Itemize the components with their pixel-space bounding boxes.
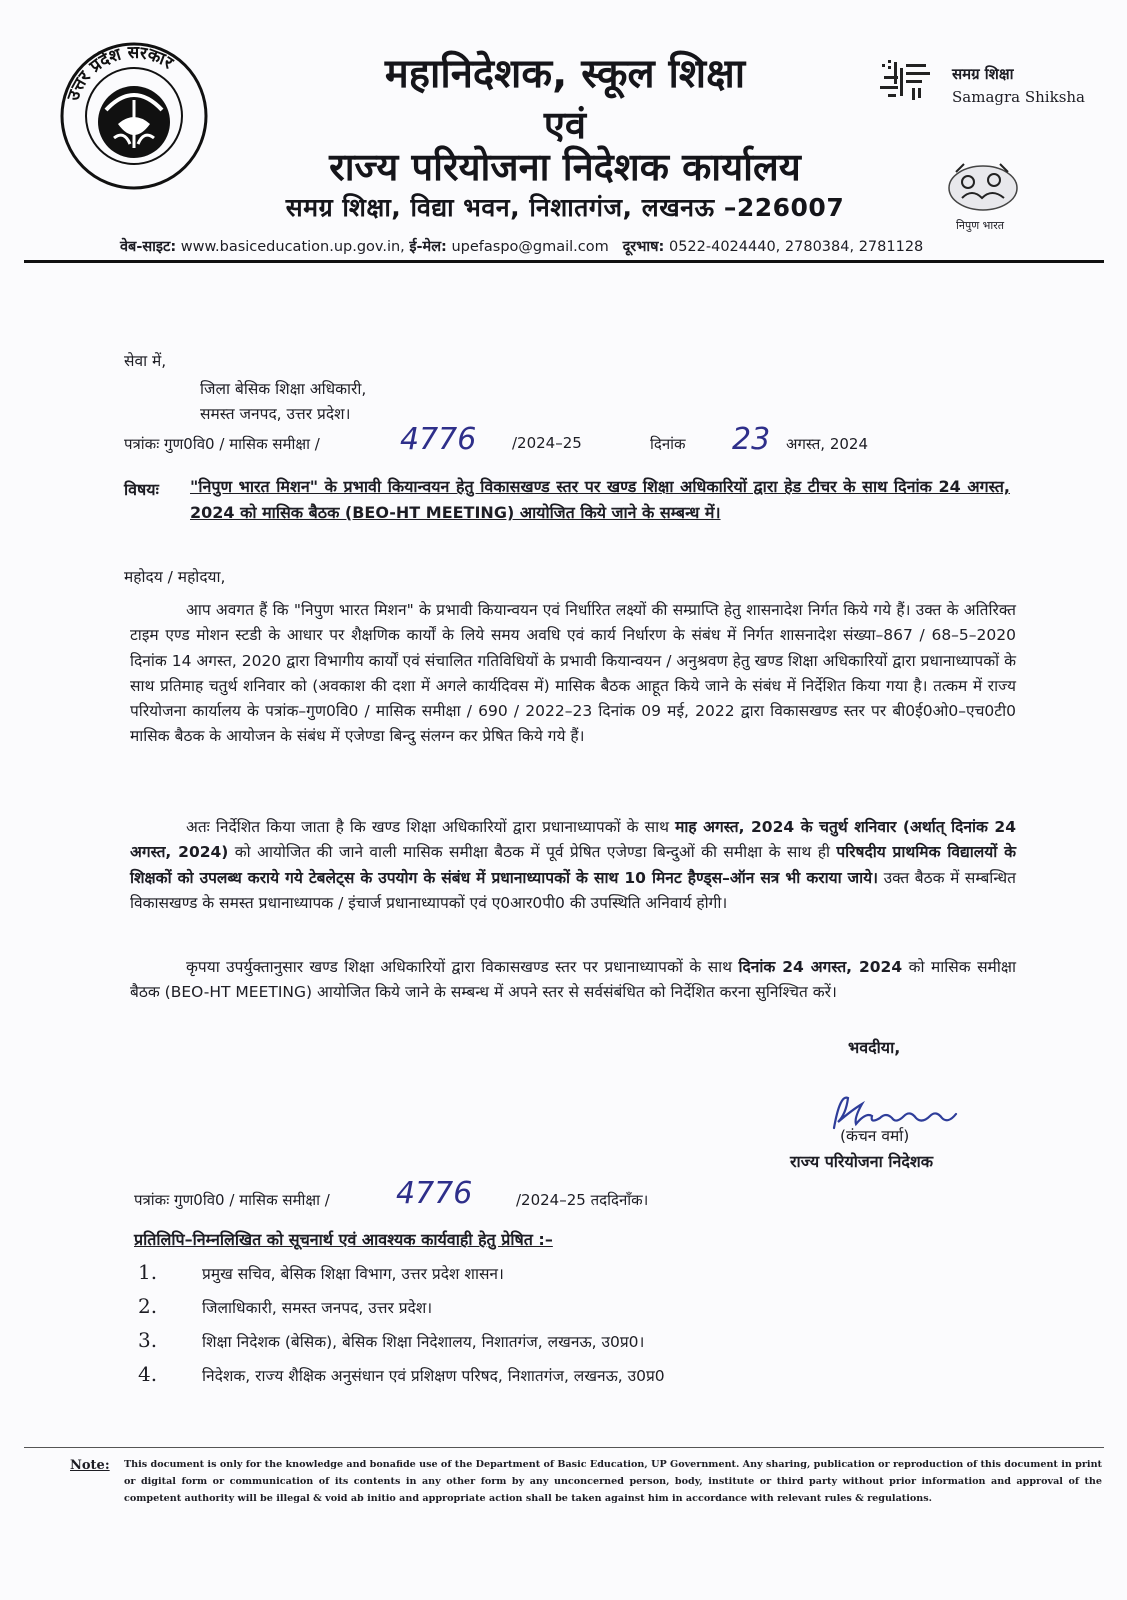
nipun-bharat-logo-icon [942,158,1024,216]
paragraph-2-part-e: उक्त बैठक में सम्बन्धित विकासखण्ड के समस्त प्रधानाध्यापक / इंचार्ज प्रधानाध्यापकों एवं ए0आर0पी0 की उपस्थिति अनिवार्य होगी। [130,868,1016,912]
samagra-shiksha-hindi: समग्र शिक्षा [952,65,1014,83]
emblem-text: उत्तर प्रदेश सरकार [63,42,177,104]
addressee-intro: सेवा में, [124,352,167,370]
paragraph-2-tablet-highlight: परिषदीय प्राथमिक विद्यालयों के शिक्षकों को उपलब्ध कराये गये टेबलेट्स के उपयोग के संबंध में प्रधानाध्यापकों के साथ 10 मिनट हैण्ड्स–ऑन सत्र भी कराया जाये। [130,843,1017,887]
salutation: महोदय / महोदया, [124,568,226,586]
list-item-number: 2. [138,1294,158,1318]
closing: भवदीया, [848,1038,901,1057]
paragraph-3 [130,955,1016,1006]
subject-text: "निपुण भारत मिशन" के प्रभावी कियान्वयन हेतु विकासखण्ड स्तर पर खण्ड शिक्षा अधिकारियों द्वारा हेड टीचर के साथ दिनांक 24 अगस्त, 2024 को मासिक बैठक (BEO-HT MEETING) आयोजित किये जाने के सम्बन्ध में। [190,477,1010,522]
list-item-text: प्रमुख सचिव, बेसिक शिक्षा विभाग, उत्तर प्रदेश शासन। [202,1265,504,1283]
copy-reference-prefix: पत्रांकः गुण0वि0 / मासिक समीक्षा / [134,1191,330,1209]
list-item-text: निदेशक, राज्य शैक्षिक अनुसंधान एवं प्रशिक्षण परिषद, निशातगंज, लखनऊ, उ0प्र0 [202,1367,665,1385]
footer-divider [24,1447,1104,1448]
copy-reference-number-handwritten: 4776 [396,1176,473,1211]
paragraph-1: आप अवगत हैं कि "निपुण भारत मिशन" के प्रभावी कियान्वयन एवं निर्धारित लक्ष्यों की सम्प्राप्ति हेतु शासनादेश निर्गत किये गये हैं। उक्त के अतिरिक्त टाइम एण्ड मोशन स्टडी के आधार पर शैक्षणिक कार्यों के लिये समय अवधि एवं कार्य निर्धारण के संबंध में निर्गत शासनादेश संख्या–867 / 68–5–2020 दिनांक 14 अगस्त, 2020 द्वारा विभागीय कार्यों एवं संचालित गतिविधियों के प्रभावी कियान्वयन / अनुश्रवण हेतु खण्ड शिक्षा अधिकारियों द्वारा प्रधानाध्यापकों के साथ प्रतिमाह चतुर्थ शनिवार को (अवकाश की दशा में अगले कार्यदिवस में) मासिक बैठक आहूत किये जाने के संबंध में निर्देशित किया गया है। तत्कम में राज्य परियोजना कार्यालय के पत्रांक–गुण0वि0 / मासिक समीक्षा / 690 / 2022–23 दिनांक 09 मई, 2022 द्वारा विकासखण्ड स्तर पर बी0ई0ओ0–एच0टी0 मासिक बैठक के आयोजन के संबंध में एजेण्डा बिन्दु संलग्न कर प्रेषित किये गये हैं। [130,601,1016,746]
copy-reference-line [134,1176,649,1211]
list-item-text: शिक्षा निदेशक (बेसिक), बेसिक शिक्षा निदेशालय, निशातगंज, लखनऊ, उ0प्र0। [202,1333,645,1351]
signer-designation: राज्य परियोजना निदेशक [790,1152,934,1171]
office-address: समग्र शिक्षा, विद्या भवन, निशातगंज, लखनऊ –226007 [285,193,845,222]
website-label: वेब-साइट: [120,239,177,255]
reference-number-handwritten: 4776 [400,422,477,457]
note-text: This document is only for the knowledge and bonafide use of the Department of Basic Education, UP Government. Any sharing, publication or reproduction of this document in print or digital form or communication of its contents in any other form by any unconcerned person, body, institute or third party without prior information and approval of the competent authority will be illegal & void ab initio and appropriate action shall be taken against him in accordance with relevant rules & regulations. [124,1459,1102,1504]
samagra-shiksha-english: Samagra Shiksha [952,88,1085,106]
list-item-number: 3. [138,1328,158,1352]
contact-line [120,236,1010,256]
list-item-text: जिलाधिकारी, समस्त जनपद, उत्तर प्रदेश। [202,1299,433,1317]
paragraph-3-part-c: को मासिक समीक्षा बैठक (BEO-HT MEETING) आयोजित किये जाने के सम्बन्ध में अपने स्तर से सर्वसंबंधित को निर्देशित करना सुनिश्चित करें। [130,958,1016,1002]
note-label: Note: [70,1458,110,1473]
samagra-shiksha-logo-icon [878,58,936,102]
email-link[interactable]: upefaspo@gmail.com [451,239,609,255]
date-month-year: अगस्त, 2024 [786,435,869,453]
paragraph-2-part-a: अतः निर्देशित किया जाता है कि खण्ड शिक्षा अधिकारियों द्वारा प्रधानाध्यापकों के साथ [186,818,670,836]
phone-label: दूरभाष: [622,239,665,255]
copy-reference-suffix: /2024–25 तददिनाँक। [516,1191,649,1209]
copy-heading: प्रतिलिपि–निम्नलिखित को सूचनार्थ एवं आवश्यक कार्यवाही हेतु प्रेषित :– [134,1230,553,1249]
reference-year: /2024–25 [512,434,582,452]
list-item-number: 4. [138,1362,158,1386]
header-divider [24,260,1104,263]
paragraph-3-part-a: कृपया उपर्युक्तानुसार खण्ड शिक्षा अधिकारियों द्वारा विकासखण्ड स्तर पर प्रधानाध्यापकों के साथ [186,958,733,976]
paragraph-3-date-highlight: दिनांक 24 अगस्त, 2024 [738,958,903,976]
office-title-line3: राज्य परियोजना निदेशक कार्यालय [329,145,801,189]
paragraph-2-date-highlight: माह अगस्त, 2024 के चतुर्थ शनिवार (अर्थात् दिनांक 24 अगस्त, 2024) [130,818,1016,862]
phone-numbers: 0522-4024440, 2780384, 2781128 [668,239,924,255]
date-day-handwritten: 23 [732,422,771,457]
paragraph-2 [130,815,1016,916]
addressee-line2: समस्त जनपद, उत्तर प्रदेश। [200,405,351,423]
addressee-line1: जिला बेसिक शिक्षा अधिकारी, [200,380,367,398]
nipun-bharat-label: निपुण भारत [956,219,1005,232]
office-title-line1: महानिदेशक, स्कूल शिक्षा [384,51,746,97]
date-label: दिनांक [650,435,686,453]
reference-line [124,422,869,457]
email-label: ई-मेल: [409,239,447,255]
up-government-emblem [58,40,210,192]
subject-label: विषयः [124,480,159,499]
reference-prefix: पत्रांकः गुण0वि0 / मासिक समीक्षा / [124,435,320,453]
paragraph-2-part-c: को आयोजित की जाने वाली मासिक समीक्षा बैठक में पूर्व प्रेषित एजेण्डा बिन्दुओं की समीक्षा के साथ ही [234,843,830,862]
list-item-number: 1. [138,1260,158,1284]
website-link[interactable]: www.basiceducation.up.gov.in, [180,239,405,255]
signer-name: (कंचन वर्मा) [840,1127,910,1145]
office-title-line2: एवं [543,103,587,147]
